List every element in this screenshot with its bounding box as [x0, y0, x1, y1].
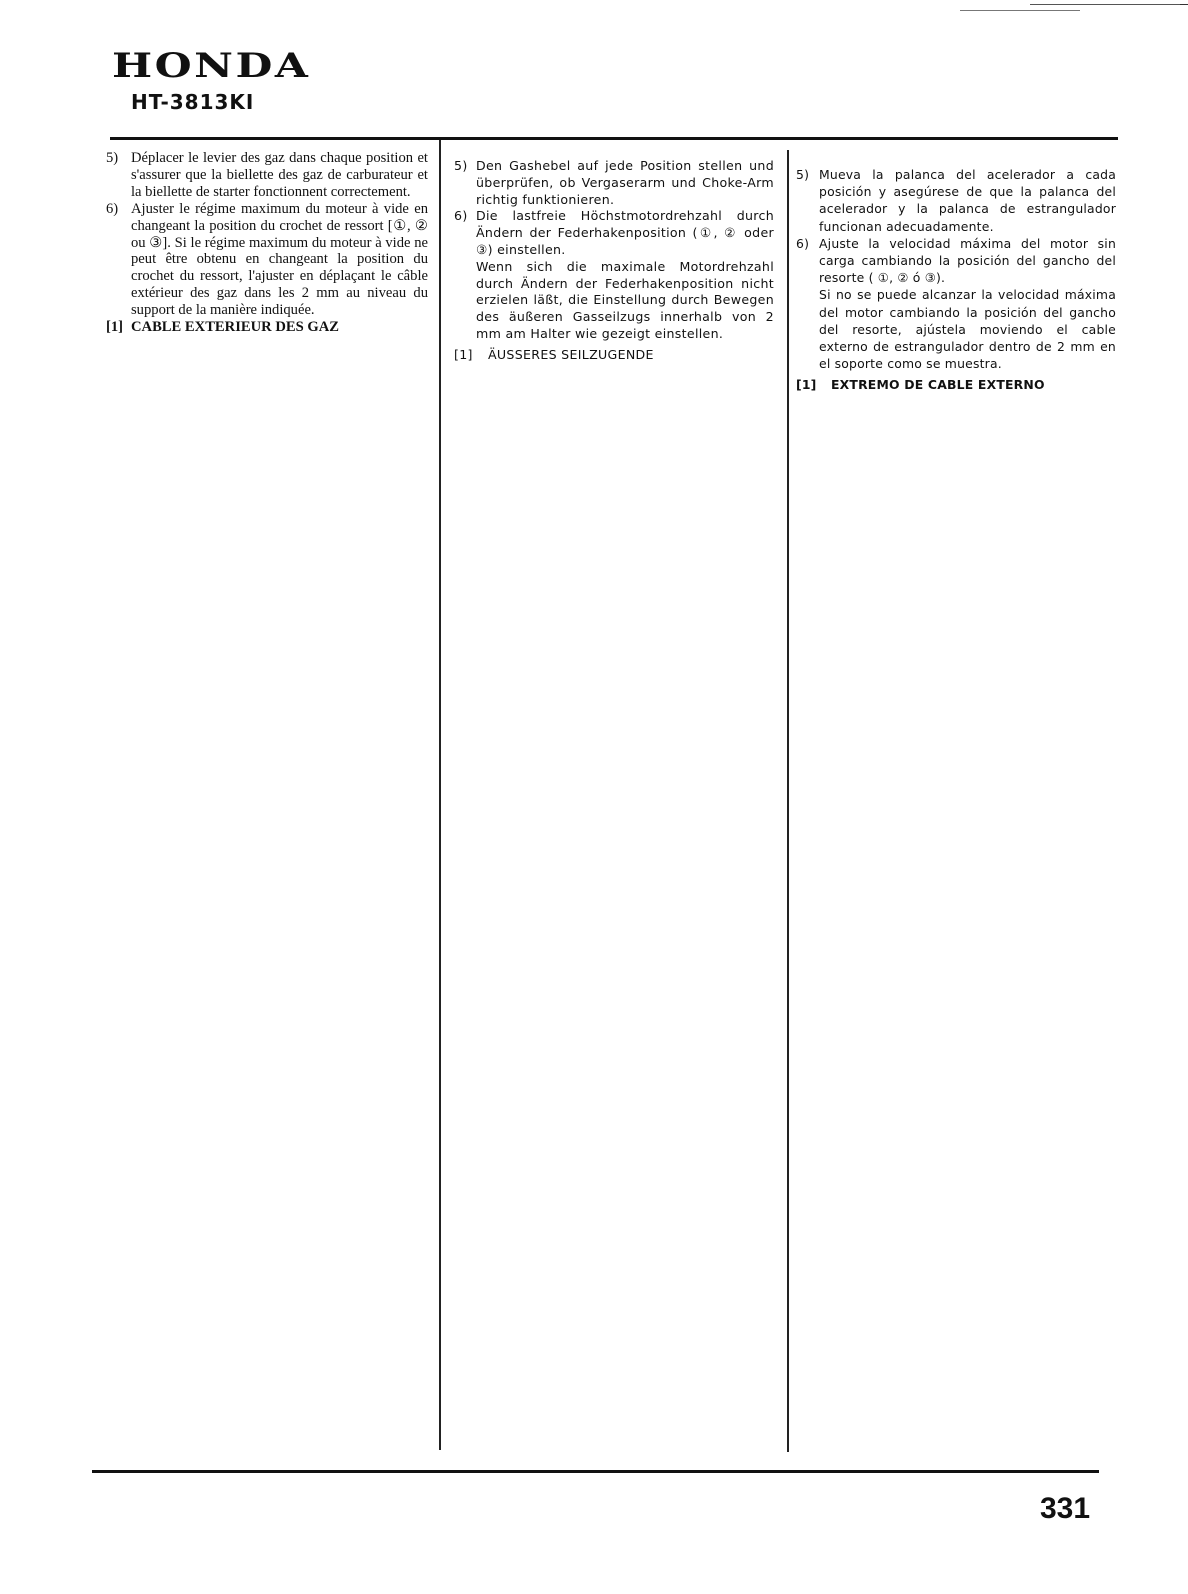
item-number: 5) [796, 167, 810, 182]
item-number: 5) [106, 150, 119, 166]
item-number: 6) [454, 208, 468, 224]
caption-text: CABLE EXTERIEUR DES GAZ [131, 319, 340, 336]
caption-number: [1] [106, 319, 124, 336]
footer-rule [92, 1470, 1099, 1473]
page-number: 331 [1040, 1492, 1091, 1525]
note-text: Si no se puede alcanzar la velocidad máxima del motor cambiando la posición del gancho del resorte, ajústela moviendo el cable externo de estrangulador dentro de 2 mm en el soporte como se muestra. [819, 287, 1116, 372]
figure-caption [796, 376, 1116, 393]
scan-edge-line [960, 10, 1080, 11]
column-divider [439, 140, 441, 1450]
scan-edge-line [1180, 4, 1188, 5]
list-item [454, 158, 774, 208]
item-text: Die lastfreie Höchstmotordrehzahl durch Ändern der Federhakenposition (①, ② oder ③) einstellen. [476, 208, 774, 257]
list-item-note [454, 259, 774, 343]
scan-edge-line [1030, 4, 1180, 5]
list-item-note [796, 286, 1116, 372]
list-item [454, 208, 774, 258]
item-number: 5) [454, 158, 468, 173]
french-column [106, 150, 428, 336]
caption-number: [1] [796, 377, 817, 393]
item-text: Déplacer le levier des gaz dans chaque position et s'assurer que la biellette des gaz de carburateur et la biellette de starter fonctionnent correctement. [131, 150, 428, 200]
note-text: Wenn sich die maximale Motordrehzahl durch Ändern der Federhakenposition nicht erzielen läßt, die Einstellung durch Bewegen des äußeren Gasseilzugs innerhalb von 2 mm am Halter wie gezeigt einstellen. [476, 258, 774, 341]
german-column [454, 158, 774, 364]
item-number: 6) [106, 200, 119, 217]
spanish-column [796, 166, 1116, 394]
caption-text: ÄUSSERES SEILZUGENDE [488, 346, 654, 362]
header-rule [110, 137, 1118, 140]
item-text: Mueva la palanca del acelerador a cada posición y asegúrese de que la palanca del acelerador y la palanca de estrangulador funcionan adecuadamente. [819, 167, 1116, 234]
brand-logo: HONDA [112, 46, 311, 86]
item-text: Ajuster le régime maximum du moteur à vide en changeant la position du crochet de ressort [①, ② ou ③]. Si le régime maximum du moteur à vide ne peut être obtenu en changeant la position du crochet du ressort, l'ajuster en déplaçant le câble extérieur des gaz dans les 2 mm au niveau du support de la manière indiquée. [131, 200, 428, 319]
figure-caption [454, 347, 774, 364]
item-text: Ajuste la velocidad máxima del motor sin carga cambiando la posición del gancho del resorte ( ①, ② ó ③). [819, 235, 1116, 286]
list-item [106, 201, 428, 319]
item-text: Den Gashebel auf jede Position stellen und überprüfen, ob Vergaserarm und Choke-Arm richtig funktionieren. [476, 158, 774, 207]
column-divider [787, 150, 789, 1452]
list-item [106, 150, 428, 201]
item-number: 6) [796, 235, 810, 251]
list-item [796, 235, 1116, 287]
model-code: HT-3813KI [131, 90, 255, 114]
caption-number: [1] [454, 346, 473, 362]
caption-text: EXTREMO DE CABLE EXTERNO [831, 377, 1045, 393]
list-item [796, 166, 1116, 235]
figure-caption [106, 319, 428, 336]
